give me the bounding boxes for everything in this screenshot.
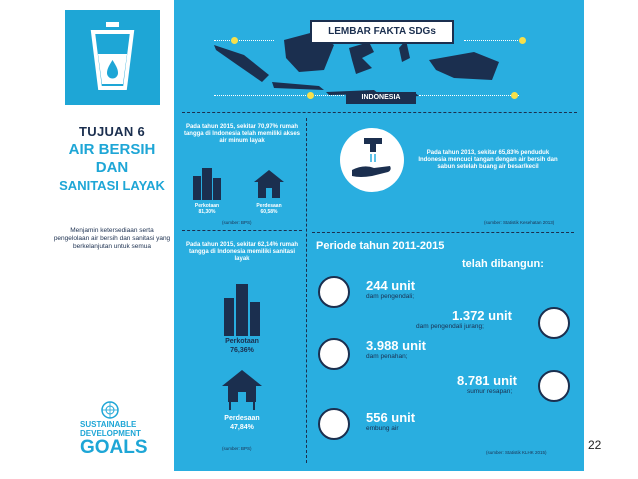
water-urban-value: 81,30% — [198, 209, 216, 215]
map-connector-line — [214, 95, 344, 96]
dam-icon — [318, 276, 350, 308]
sdg-line1: SUSTAINABLE — [80, 420, 137, 429]
un-emblem-icon — [100, 400, 120, 420]
country-label: INDONESIA — [346, 92, 416, 104]
hand-washing-icon — [344, 132, 400, 188]
water-rural-label: Perdesaan — [256, 203, 282, 209]
sanitation-urban-label: Perkotaan — [225, 338, 259, 345]
village-hut-icon — [220, 368, 264, 410]
water-glass-icon — [65, 10, 160, 105]
infiltration-well-icon — [538, 370, 570, 402]
handwash-text: Pada tahun 2013, sekitar 65,83% penduduk Indonesia mencuci tangan dengan air bersih dan sabun setelah buang air besar/kecil — [418, 150, 558, 170]
retaining-dam-icon — [318, 338, 350, 370]
sdg-line3: GOALS — [80, 437, 148, 458]
city-buildings-large-icon — [222, 280, 262, 336]
period-subtitle: telah dibangun: — [462, 258, 544, 270]
water-urban-label: Perkotaan — [194, 203, 220, 209]
goal-title: TUJUAN 6 — [79, 124, 145, 139]
indonesia-map-icon — [174, 0, 584, 105]
divider-horizontal — [182, 112, 577, 113]
city-buildings-icon — [191, 164, 223, 200]
map-marker-dot — [231, 37, 238, 44]
sanitation-text: Pada tahun 2015, sekitar 62,14% rumah tangga di Indonesia memiliki sanitasi layak — [185, 242, 299, 262]
item-value: 8.781 unit — [457, 373, 517, 388]
sdg-line2: DEVELOPMENT — [80, 429, 141, 438]
ravine-dam-icon — [538, 307, 570, 339]
period-source: (sumber: Statistik KLHK 2015) — [486, 450, 547, 455]
village-house-icon — [252, 168, 286, 200]
goal-name-line3: SANITASI LAYAK — [59, 178, 165, 193]
fact-sheet-title: LEMBAR FAKTA SDGs — [310, 20, 454, 44]
sanitation-rural-value: 47,84% — [230, 424, 254, 431]
divider-vertical — [306, 118, 307, 463]
item-label: dam penahan; — [366, 353, 408, 360]
divider-horizontal — [182, 230, 302, 231]
map-connector-line — [464, 40, 524, 41]
sanitation-urban-value: 76,36% — [230, 347, 254, 354]
item-label: sumur resapan; — [467, 388, 513, 395]
map-connector-line — [419, 95, 519, 96]
divider-horizontal — [312, 232, 574, 233]
map-marker-dot — [511, 92, 518, 99]
goal-name-line2: DAN — [95, 159, 129, 176]
water-source: (sumber: BPS) — [222, 220, 252, 225]
sanitation-source: (sumber: BPS) — [222, 446, 252, 451]
fact-sheet-panel — [174, 0, 584, 471]
map-marker-dot — [307, 92, 314, 99]
water-access-text: Pada tahun 2015, sekitar 70,97% rumah tangga di Indonesia telah memiliki akses air minum layak — [183, 124, 301, 144]
item-label: dam pengendali; — [366, 293, 415, 300]
item-value: 1.372 unit — [452, 308, 512, 323]
water-reservoir-icon — [318, 408, 350, 440]
sdg-logo — [80, 400, 148, 465]
goal-description: Menjamin ketersediaan serta pengelolaan air bersih dan sanitasi yang berkelanjutan untuk semua — [53, 227, 171, 250]
item-value: 244 unit — [366, 278, 416, 293]
item-value: 556 unit — [366, 410, 416, 425]
header-map — [174, 0, 584, 105]
item-value: 3.988 unit — [366, 338, 426, 353]
goal-name-line1: AIR BERSIH — [68, 141, 156, 158]
water-rural-value: 60,58% — [260, 209, 278, 215]
map-marker-dot — [519, 37, 526, 44]
sanitation-rural-label: Perdesaan — [224, 415, 260, 422]
handwash-source: (sumber: Statistik Kesehatan 2013) — [484, 220, 555, 225]
page-number: 22 — [588, 438, 602, 452]
period-title: Periode tahun 2011-2015 — [316, 240, 445, 252]
map-connector-line — [214, 40, 274, 41]
item-label: dam pengendali jurang; — [416, 323, 484, 330]
item-label: embung air — [366, 425, 399, 432]
